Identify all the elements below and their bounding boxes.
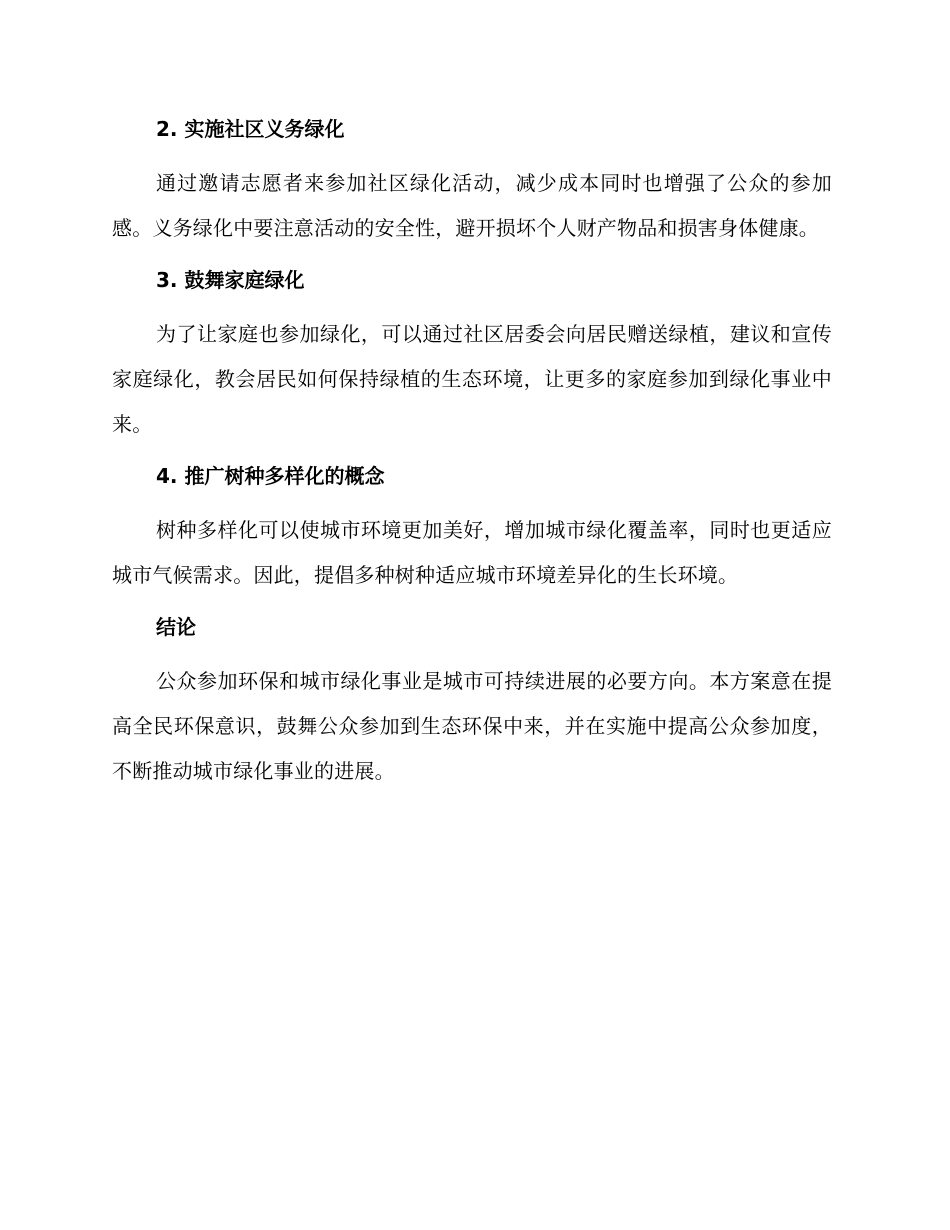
section-paragraph-tree-diversity: 树种多样化可以使城市环境更加美好，增加城市绿化覆盖率，同时也更适应城市气候需求。因此，提倡多种树种适应城市环境差异化的生长环境。: [112, 518, 832, 587]
section-heading-family-greening: 3. 鼓舞家庭绿化: [156, 268, 305, 292]
document-body: [112, 112, 832, 794]
section-heading-community-volunteer-greening: 2. 实施社区义务绿化: [156, 117, 345, 141]
section-paragraph-conclusion: 公众参加环保和城市绿化事业是城市可持续进展的必要方向。本方案意在提高全民环保意识，鼓舞公众参加到生态环保中来，并在实施中提高公众参加度，不断推动城市绿化事业的进展。: [112, 669, 832, 783]
section-heading-conclusion: 结论: [156, 615, 196, 639]
section-heading-tree-diversity: 4. 推广树种多样化的概念: [156, 464, 385, 488]
section-paragraph-community-volunteer-greening: 通过邀请志愿者来参加社区绿化活动，减少成本同时也增强了公众的参加感。义务绿化中要注意活动的安全性，避开损坏个人财产物品和损害身体健康。: [112, 171, 832, 240]
section-paragraph-family-greening: 为了让家庭也参加绿化，可以通过社区居委会向居民赠送绿植，建议和宣传家庭绿化，教会居民如何保持绿植的生态环境，让更多的家庭参加到绿化事业中来。: [112, 322, 832, 436]
